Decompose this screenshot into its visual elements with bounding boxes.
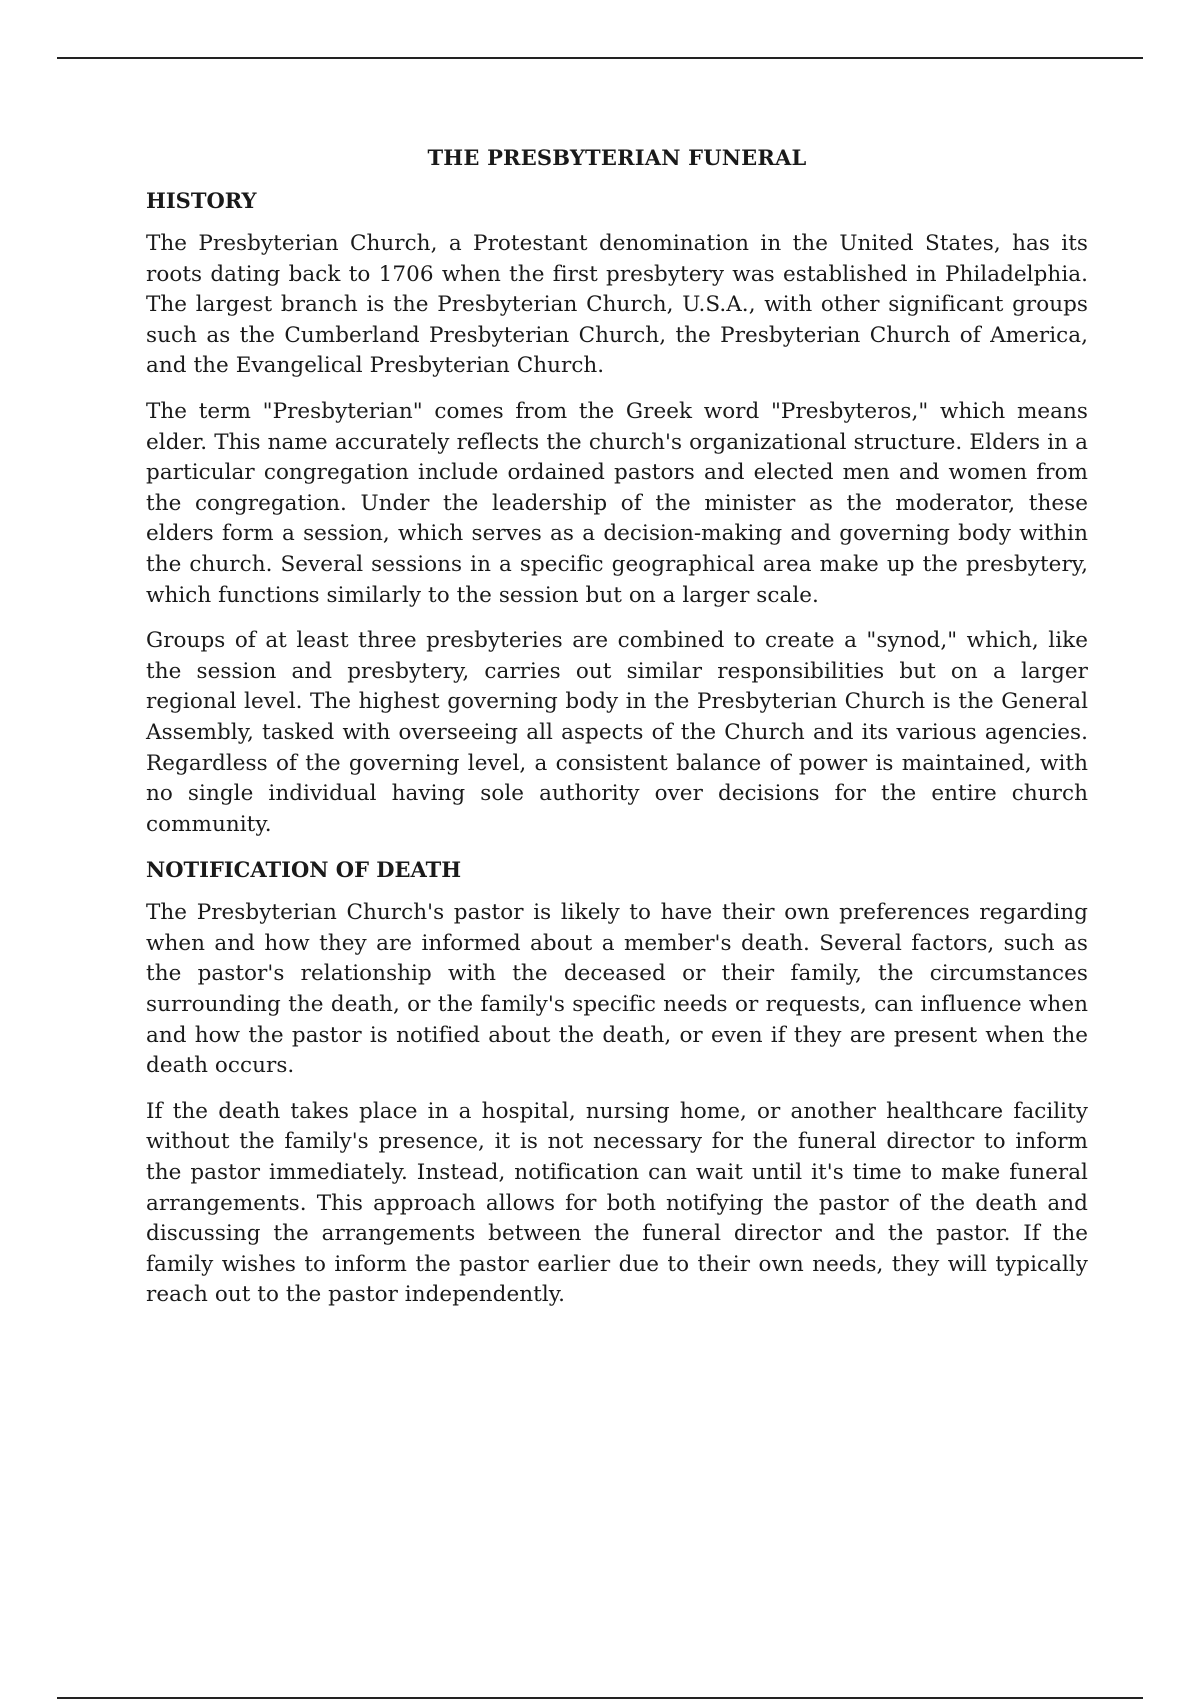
paragraph: The Presbyterian Church's pastor is likely to have their own preferences regarding when and how they are informed about a member's death. Several factors, such as the pastor's relationship with the deceased or their family, the circumstances surrounding the death, or the family's specific needs or requests, can influence when and how the pastor is notified about the death, or even if they are present when the death occurs. <box>146 900 1088 1079</box>
section-heading-history: HISTORY <box>146 188 257 213</box>
paragraph: If the death takes place in a hospital, nursing home, or another healthcare facility without the family's presence, it is not necessary for the funeral director to inform the pastor immediately. Instead, notification can wait until it's time to make funeral arrangements. This approach allows for both notifying the pastor of the death and discussing the arrangements between the funeral director and the pastor. If the family wishes to inform the pastor earlier due to their own needs, they will typically reach out to the pastor independently. <box>146 1098 1088 1308</box>
footer-rule <box>57 1697 1143 1699</box>
header-rule <box>57 57 1143 59</box>
paragraph: Groups of at least three presbyteries are combined to create a "synod," which, like the session and presbytery, carries out similar responsibilities but on a larger regional level. The highest governing body in the Presbyterian Church is the General Assembly, tasked with overseeing all aspects of the Church and its various agencies. Regardless of the governing level, a consistent balance of power is maintained, with no single individual having sole authority over decisions for the entire church community. <box>146 628 1088 837</box>
document-title: THE PRESBYTERIAN FUNERAL <box>427 145 807 170</box>
section-history <box>146 186 1088 840</box>
section-notification-of-death <box>146 855 1088 1311</box>
section-heading-notification: NOTIFICATION OF DEATH <box>146 857 462 883</box>
paragraph: The Presbyterian Church, a Protestant denomination in the United States, has its roots dating back to 1706 when the first presbytery was established in Philadelphia. The largest branch is the Presbyterian Church, U.S.A., with other significant groups such as the Cumberland Presbyterian Church, the Presbyterian Church of America, and the Evangelical Presbyterian Church. <box>146 231 1088 379</box>
paragraph: The term "Presbyterian" comes from the Greek word "Presbyteros," which means elder. This name accurately reflects the church's organizational structure. Elders in a particular congregation include ordained pastors and elected men and women from the congregation. Under the leadership of the minister as the moderator, these elders form a session, which serves as a decision-making and governing body within the church. Several sessions in a specific geographical area make up the presbytery, which functions similarly to the session but on a larger scale. <box>146 398 1088 608</box>
document-body <box>146 143 1088 1326</box>
